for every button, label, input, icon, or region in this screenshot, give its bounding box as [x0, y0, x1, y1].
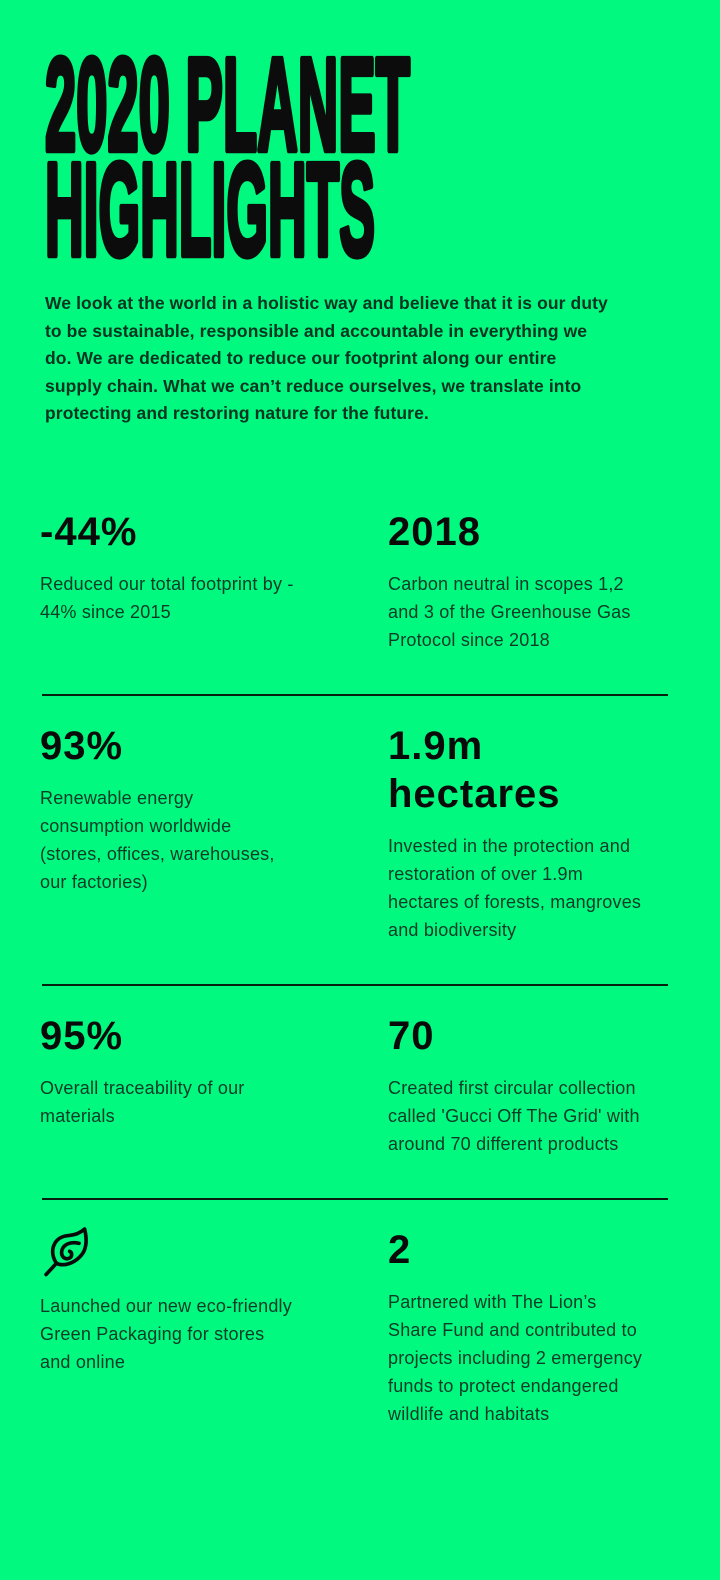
stat-cell-traceability	[40, 1012, 388, 1158]
intro-paragraph: We look at the world in a holistic way and believe that it is our duty to be sustainable, responsible and accountable in everything we do. We are dedicated to reduce our footprint along our entire supply chain. What we can’t reduce ourselves, we translate into protecting and restoring nature for the future.	[45, 293, 608, 423]
stat-value: 95%	[40, 1013, 124, 1058]
stat-value	[40, 1226, 270, 1278]
stat-cell-lions-share	[388, 1226, 690, 1428]
page-title	[0, 0, 720, 270]
stats-grid	[0, 482, 720, 1468]
title-line-2: HIGHLIGHTS	[45, 135, 375, 270]
stat-value: 2	[388, 1227, 412, 1272]
stat-value: 2018	[388, 509, 481, 554]
stat-cell-green-packaging	[40, 1226, 388, 1428]
stat-value: 1.9m hectares	[388, 723, 561, 816]
title-line-1: 2020 PLANET	[45, 30, 410, 179]
stat-row-2	[0, 696, 720, 984]
stat-description: Carbon neutral in scopes 1,2 and 3 of the Greenhouse Gas Protocol since 2018	[388, 573, 631, 650]
stat-description: Invested in the protection and restoration of over 1.9m hectares of forests, mangroves and biodiversity	[388, 835, 642, 940]
stat-description: Reduced our total footprint by - 44% since 2015	[40, 573, 294, 622]
stat-value: 70	[388, 1013, 435, 1058]
stat-value: -44%	[40, 509, 138, 554]
stat-description: Overall traceability of our materials	[40, 1077, 245, 1126]
stat-cell-hectares	[388, 722, 690, 944]
stat-cell-circular-collection	[388, 1012, 690, 1158]
stat-row-4	[0, 1200, 720, 1468]
leaf-icon	[40, 1226, 92, 1278]
stat-cell-renewable-energy	[40, 722, 388, 944]
stat-description: Launched our new eco-friendly Green Packaging for stores and online	[40, 1295, 292, 1372]
stat-value: 93%	[40, 723, 124, 768]
stat-row-3	[0, 986, 720, 1198]
stat-cell-footprint	[40, 508, 388, 654]
stat-description: Partnered with The Lion’s Share Fund and contributed to projects including 2 emergency funds to protect endangered wildlife and habitats	[388, 1291, 643, 1424]
stat-description: Created first circular collection called 'Gucci Off The Grid' with around 70 different products	[388, 1077, 640, 1154]
stat-cell-carbon-neutral	[388, 508, 690, 654]
stat-description: Renewable energy consumption worldwide (stores, offices, warehouses, our factories)	[40, 787, 275, 892]
stat-row-1	[0, 482, 720, 694]
